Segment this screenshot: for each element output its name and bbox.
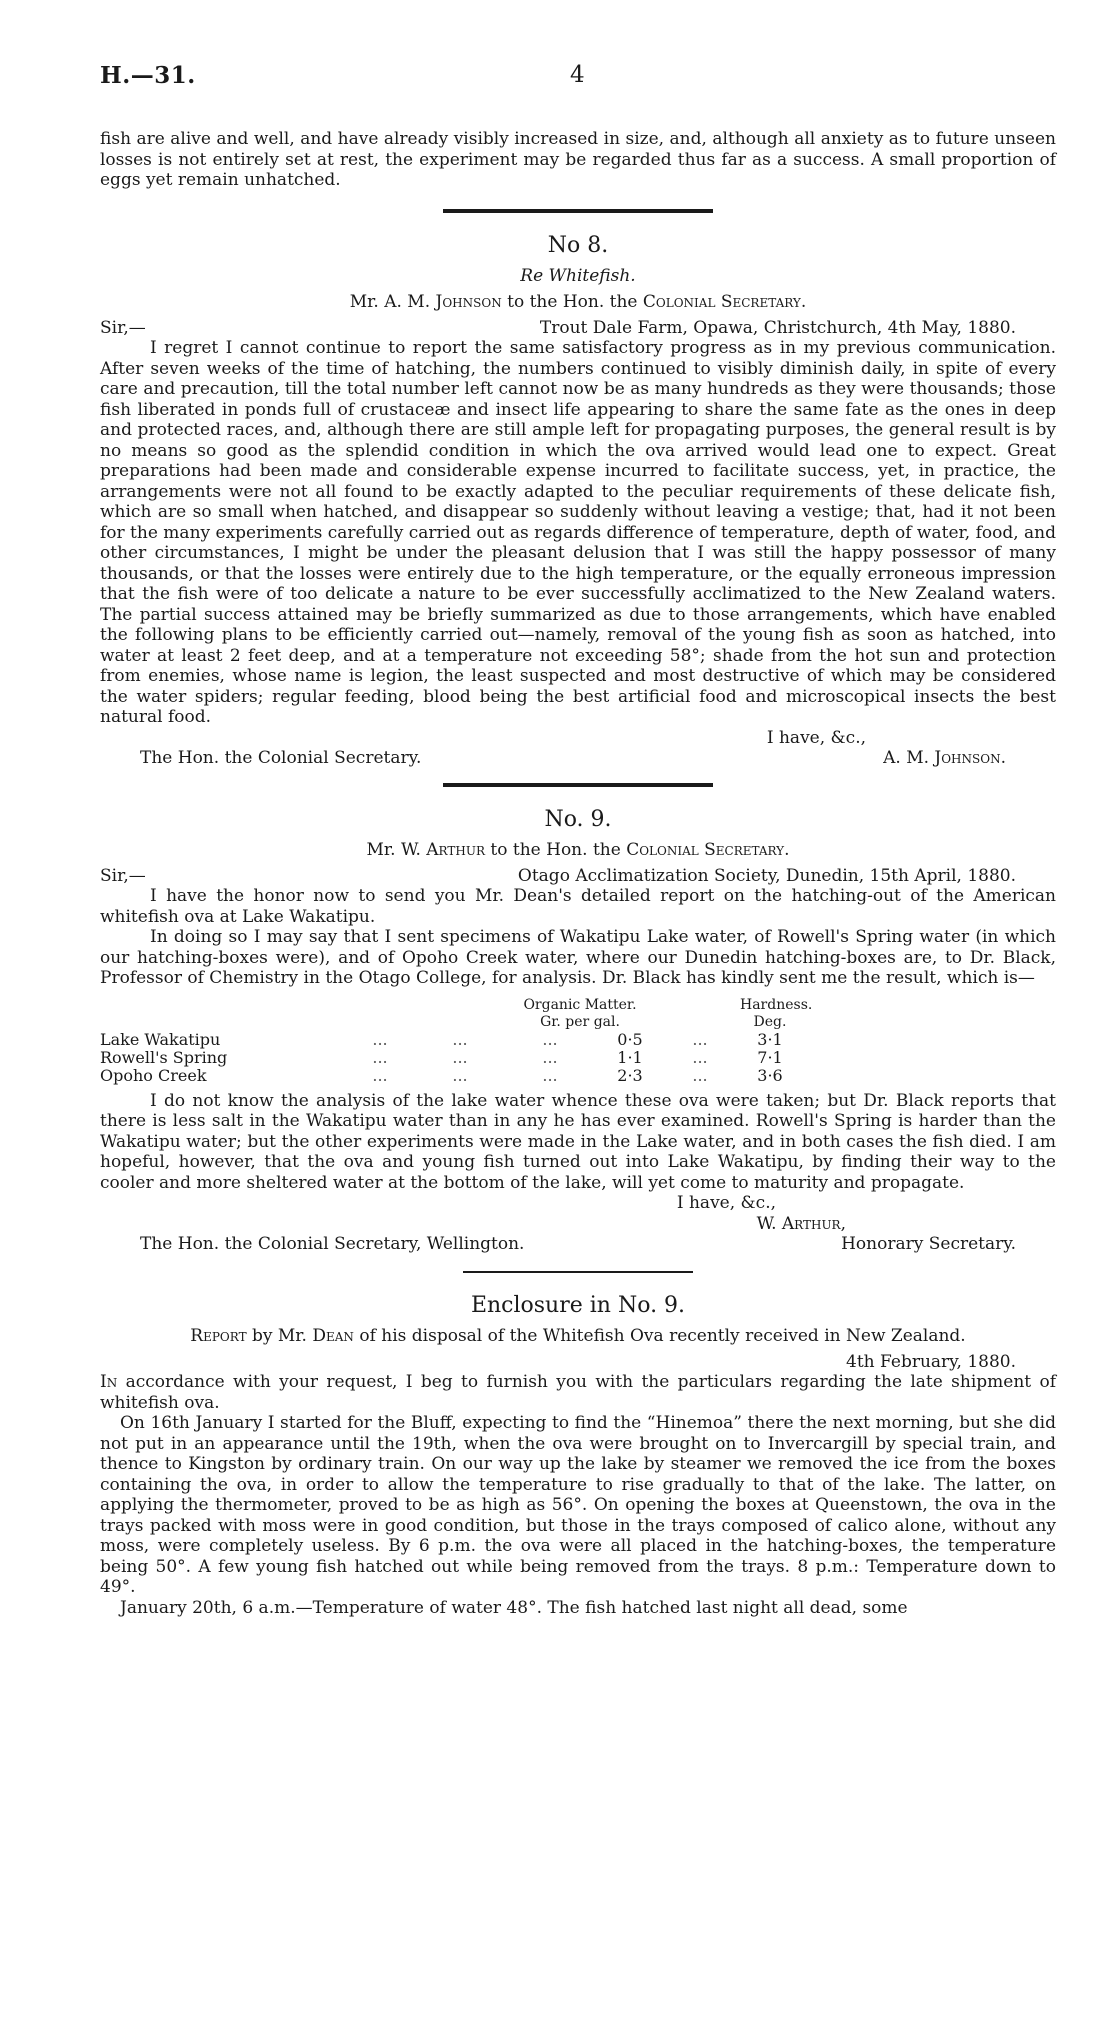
letter-heading: Mr. A. M. Johnson to the Hon. the Colonial Secretary. xyxy=(349,291,807,312)
letter-paragraph: I do not know the analysis of the lake water whence these ova were taken; but Dr. Black reports that there is less salt in the Wakatipu water than in any he has ever examined. Rowell's Spring is harder than the Wakatipu water; but the other experiments were made in the Lake water, and in both cases the fish died. I am hopeful, however, that the ova and young fish turned out into Lake Wakatipu, by finding their way to the cooler and more sheltered water at the bottom of the lake, will yet come to maturity and propagate. xyxy=(100,1090,1056,1193)
enclosure-no9 xyxy=(100,1293,1056,1619)
salutation-line xyxy=(100,866,1056,887)
letter-no9 xyxy=(100,807,1056,1255)
section-divider xyxy=(443,783,713,787)
closing: I have, &c., xyxy=(676,1193,776,1213)
sender-address: Otago Acclimatization Society, Dunedin, 15th April, 1880. xyxy=(517,865,1016,886)
table-row: Lake Wakatipu ... ... ... 0·5 ... 3·1 xyxy=(100,1029,783,1049)
enclosure-heading: Enclosure in No. 9. xyxy=(470,1292,686,1318)
table-header: Gr. per gal. xyxy=(540,1013,620,1030)
addressee: The Hon. the Colonial Secretary, Wellington. xyxy=(140,1234,525,1254)
addressee: The Hon. the Colonial Secretary. xyxy=(140,748,422,768)
report-paragraph: January 20th, 6 a.m.—Temperature of water 48°. The fish hatched last night all dead, some xyxy=(120,1597,908,1618)
table-header: Organic Matter. xyxy=(523,996,637,1013)
sender-address: Trout Dale Farm, Opawa, Christchurch, 4th May, 1880. xyxy=(539,317,1016,338)
letter-body: I regret I cannot continue to report the same satisfactory progress as in my previous communication. After seven weeks of the time of hatching, the numbers continued to visibly diminish daily, in spite of every care and precaution, till the total number left cannot now be as many hundreds as they were thousands; those fish liberated in ponds full of crustaceæ and insect life appearing to share the same fate as the ones in deep and protected races, and, although there are still ample left for propagating purposes, the general result is by no means so good as the splendid condition in which the ova arrived would lead one to expect. Great preparations had been made and considerable expense incurred to facilitate success, yet, in practice, the arrangements were not all found to be exactly adapted to the peculiar requirements of these delicate fish, which are so small when hatched, and disappear so suddenly without leaving a vestige; that, had it not been for the many experiments carefully carried out as regards difference of temperature, depth of water, food, and other circumstances, I might be under the pleasant delusion that I was still the happy possessor of many thousands, or that the losses were entirely due to the high temperature, or the equally erroneous impression that the fish were of too delicate a nature to be ever successfully acclimatized to the New Zealand waters. The partial success attained may be briefly summarized as due to those arrangements, which have enabled the following plans to be efficiently carried out—namely, removal of the young fish as soon as hatched, into water at least 2 feet deep, and at a temperature not exceeding 58°; shade from the hot sun and protection from enemies, whose name is legion, the least suspected and most destructive of which may be considered the water spiders; regular feeding, blood being the best artificial food and microscopical insects the best natural food. xyxy=(100,338,1056,727)
closing-row xyxy=(100,728,1056,749)
signature-row xyxy=(100,1214,1056,1235)
table-row: Opoho Creek ... ... ... 2·3 ... 3·6 xyxy=(100,1065,783,1085)
table-header-row xyxy=(100,1014,1056,1031)
signature-row xyxy=(100,748,1056,769)
letter-no8 xyxy=(100,233,1056,769)
document-reference: H.—31. xyxy=(100,62,196,89)
letter-subject: Re Whitefish. xyxy=(520,265,636,286)
closing: I have, &c., xyxy=(766,727,866,748)
salutation-line xyxy=(100,318,1056,339)
report-date: 4th February, 1880. xyxy=(846,1351,1016,1372)
letter-paragraph: In doing so I may say that I sent specimens of Wakatipu Lake water, of Rowell's Spring water (in which our hatching-boxes were), and of Opoho Creek water, where our Dunedin hatching-boxes are, to Dr. Black, Professor of Chemistry in the Otago College, for analysis. Dr. Black has kindly sent me the result, which is— xyxy=(100,927,1056,988)
page-number: 4 xyxy=(570,62,585,88)
water-analysis-table xyxy=(100,997,1056,1085)
table-header: Hardness. xyxy=(740,996,813,1013)
report-paragraph: On 16th January I started for the Bluff, expecting to find the “Hinemoa” there the next morning, but she did not put in an appearance until the 19th, when the ova were brought on to Invercargill by special train, and thence to Kingston by ordinary train. On our way up the lake by steamer we removed the ice from the boxes containing the ova, in order to allow the temperature to rise gradually to that of the lake. The latter, on applying the thermometer, proved to be as high as 56°. On opening the boxes at Queenstown, the ova in the trays packed with moss were in good condition, but those in the trays composed of calico alone, without any moss, were completely useless. By 6 p.m. the ova were all placed in the hatching-boxes, the temperature being 50°. A few young fish hatched out while being removed from the trays. 8 p.m.: Temperature down to 49°. xyxy=(100,1413,1056,1597)
salutation: Sir,— xyxy=(100,865,146,886)
letter-heading: Mr. W. Arthur to the Hon. the Colonial Secretary. xyxy=(366,839,790,860)
table-header: Deg. xyxy=(753,1013,787,1030)
table-header-row xyxy=(100,997,1056,1014)
letter-number: No 8. xyxy=(547,232,609,258)
table-row: Rowell's Spring ... ... ... 1·1 ... 7·1 xyxy=(100,1047,783,1067)
signature: A. M. Johnson. xyxy=(883,748,1006,768)
letter-number: No. 9. xyxy=(544,806,612,832)
intro-paragraph: fish are alive and well, and have already visibly increased in size, and, although all anxiety as to future unseen losses is not entirely set at rest, the experiment may be regarded thus far as a success. A small proportion of eggs yet remain unhatched. xyxy=(100,129,1056,190)
addressee-row xyxy=(100,1234,1056,1255)
report-date-row xyxy=(100,1352,1056,1373)
report-heading: Report by Mr. Dean of his disposal of the Whitefish Ova recently received in New Zealand. xyxy=(190,1325,966,1346)
signature: W. Arthur, xyxy=(756,1213,846,1234)
salutation: Sir,— xyxy=(100,317,146,338)
signatory-title: Honorary Secretary. xyxy=(841,1234,1016,1254)
section-divider xyxy=(463,1271,693,1273)
letter-paragraph: I have the honor now to send you Mr. Dean's detailed report on the hatching-out of the American whitefish ova at Lake Wakatipu. xyxy=(100,886,1056,927)
section-divider xyxy=(443,209,713,213)
closing-row xyxy=(100,1193,1056,1214)
report-paragraph: In accordance with your request, I beg to furnish you with the particulars regarding the late shipment of whitefish ova. xyxy=(100,1372,1056,1413)
